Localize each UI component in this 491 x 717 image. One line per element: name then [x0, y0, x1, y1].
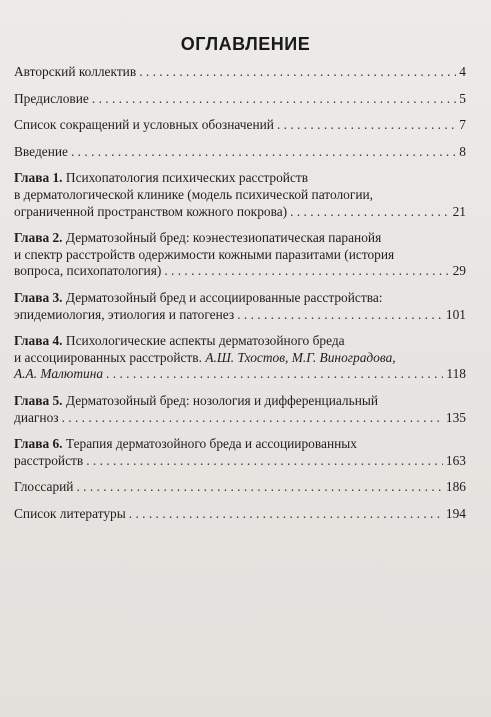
chapter-authors: А.А. Малютина	[14, 366, 104, 382]
toc-entry-title-cont: в дерматологической клинике (модель психической патологии,	[14, 186, 374, 202]
toc-entry-title-cont: диагноз	[14, 409, 59, 425]
leader-dots	[71, 144, 456, 161]
toc-entry-title: Список литературы	[14, 505, 126, 521]
toc-page-number: 29	[452, 263, 466, 279]
toc-entry-chapter-6	[14, 436, 466, 469]
leader-dots	[164, 263, 449, 280]
toc-entry-bibliography	[14, 506, 466, 523]
toc-page-number: 7	[459, 117, 466, 133]
toc-page-number: 118	[446, 366, 466, 382]
toc-page-number: 5	[459, 90, 466, 106]
toc-entry-title-cont: вопроса, психопатология)	[14, 263, 162, 279]
toc-entry-chapter-2	[14, 230, 466, 280]
leader-dots	[92, 91, 456, 108]
leader-dots	[86, 453, 443, 470]
leader-dots	[139, 64, 456, 81]
toc-entry-title-cont: и ассоциированных расстройств.	[14, 349, 202, 365]
toc-entry-chapter-4	[14, 333, 466, 383]
chapter-number: Глава 1.	[14, 170, 63, 186]
toc-page-number: 4	[459, 64, 466, 79]
table-of-contents	[14, 64, 466, 527]
toc-entry-title: Список сокращений и условных обозначений	[14, 117, 274, 133]
toc-entry-title-cont: ограниченной пространством кожного покрова)	[14, 203, 288, 219]
toc-entry-title: Дерматозойный бред и ассоциированные расстройства:	[65, 289, 383, 305]
toc-entry-title: Авторский коллектив	[14, 64, 137, 79]
toc-entry-title: Дерматозойный бред: коэнестезиопатическая паранойя	[65, 230, 382, 246]
toc-page-number: 135	[445, 409, 466, 425]
toc-entry-preface	[14, 91, 466, 108]
toc-page-number: 186	[445, 479, 466, 495]
toc-page-number: 8	[459, 143, 466, 159]
toc-entry-chapter-3	[14, 290, 466, 323]
toc-page-number: 194	[445, 505, 466, 521]
leader-dots	[76, 479, 442, 496]
chapter-number: Глава 4.	[14, 333, 63, 349]
chapter-number: Глава 6.	[14, 436, 63, 452]
leader-dots	[106, 366, 443, 383]
toc-page-number: 163	[445, 452, 466, 468]
toc-entry-title-cont: расстройств	[14, 452, 84, 468]
toc-entry-title: Предисловие	[14, 90, 89, 106]
toc-entry-chapter-5	[14, 393, 466, 426]
chapter-number: Глава 3.	[14, 289, 63, 305]
toc-entry-glossary	[14, 479, 466, 496]
leader-dots	[62, 410, 443, 427]
toc-entry-title-cont: и спектр расстройств одержимости кожными паразитами (история	[14, 246, 395, 262]
toc-entry-introduction	[14, 144, 466, 161]
toc-entry-title-cont: эпидемиология, этиология и патогенез	[14, 306, 235, 322]
leader-dots	[237, 307, 443, 324]
toc-page-number: 21	[452, 203, 466, 219]
toc-entry-title: Психопатология психических расстройств	[65, 170, 309, 186]
toc-entry-title: Терапия дерматозойного бреда и ассоциированных	[65, 436, 357, 452]
chapter-number: Глава 2.	[14, 230, 63, 246]
leader-dots	[277, 117, 456, 134]
toc-entry-chapter-1	[14, 170, 466, 220]
chapter-number: Глава 5.	[14, 392, 63, 408]
toc-entry-title: Дерматозойный бред: нозология и дифференциальный	[65, 392, 379, 408]
toc-entry-title: Психологические аспекты дерматозойного бреда	[65, 333, 345, 349]
toc-entry-title: Глоссарий	[14, 479, 74, 495]
toc-page-number: 101	[445, 306, 466, 322]
page-title: ОГЛАВЛЕНИЕ	[180, 34, 311, 54]
leader-dots	[129, 506, 443, 523]
leader-dots	[290, 204, 449, 221]
chapter-authors: А.Ш. Тхостов, М.Г. Виноградова,	[205, 349, 396, 365]
toc-entry-authors	[14, 64, 466, 81]
toc-entry-title: Введение	[14, 143, 68, 159]
toc-entry-abbreviations	[14, 117, 466, 134]
